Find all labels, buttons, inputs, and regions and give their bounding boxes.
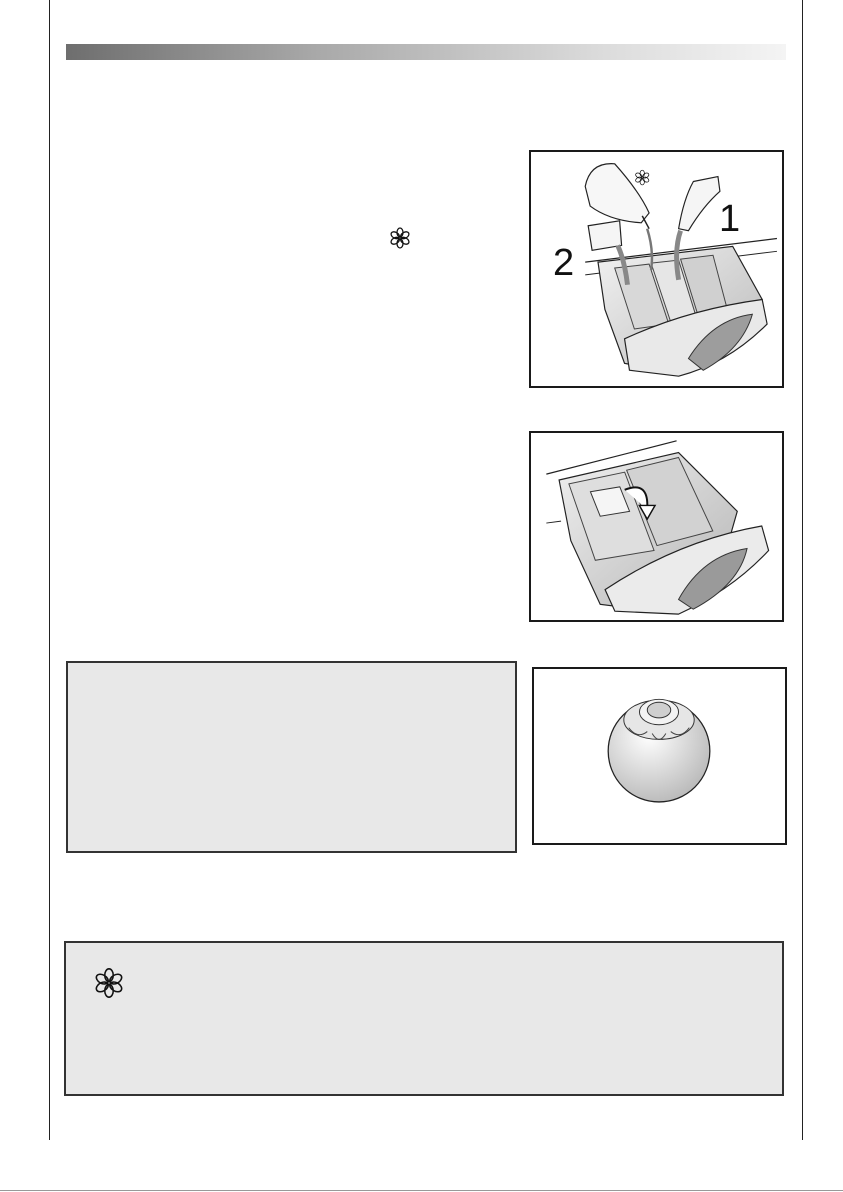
dosing-ball-illustration [534,669,785,843]
header-gradient-bar [66,44,786,60]
flower-icon [92,966,126,1000]
compartment-label-2: 2 [553,242,575,284]
flower-icon [388,226,412,250]
figure-liquid-detergent-insert [529,431,784,622]
note-box-dosing [66,661,517,853]
liquid-insert-illustration [531,433,782,620]
right-margin-line [802,0,803,1140]
left-margin-line [49,0,50,1140]
compartment-label-1: 1 [719,198,741,240]
figure-dosing-ball [532,667,787,845]
note-box-softener [64,941,784,1096]
page-bottom-rule [0,1190,843,1191]
figure-detergent-drawer-filling [529,150,784,388]
